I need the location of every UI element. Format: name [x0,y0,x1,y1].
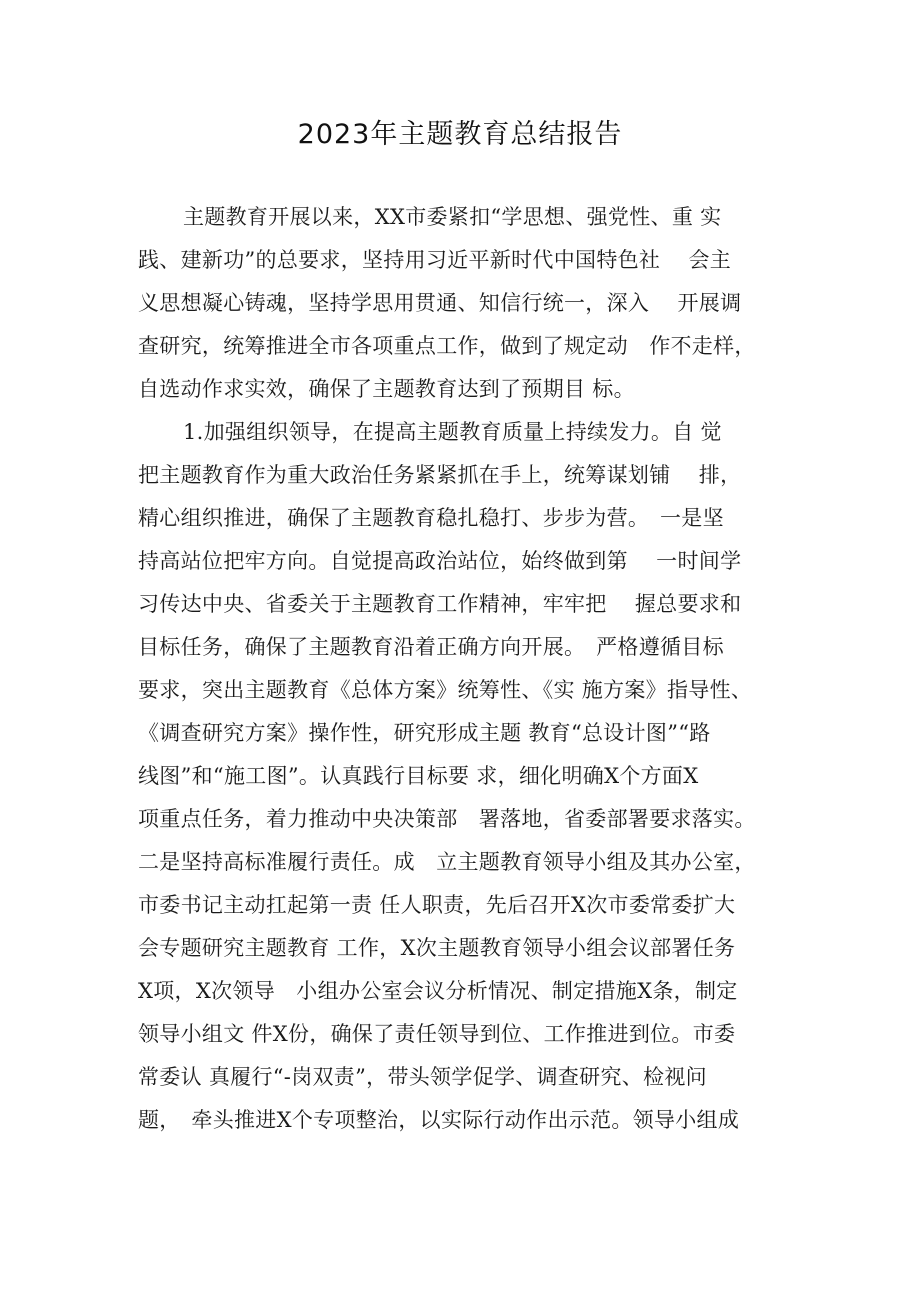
paragraph-line: X项，X次领导 小组办公室会议分析情况、制定措施X条，制定 [138,979,738,1003]
paragraph-line: 领导小组文 件X份，确保了责任领导到位、工作推进到位。市委 [138,1022,736,1046]
paragraph-line: 自选动作求实效，确保了主题教育达到了预期目 标。 [138,377,635,401]
paragraph-line: 主题教育开展以来，XX市委紧扣“学思想、强党性、重 实 [183,205,722,229]
paragraph-line: 线图”和“施工图”。认真践行目标要 求，细化明确X个方面X [138,764,699,788]
paragraph-line: 项重点任务，着力推动中央决策部 署落地，省委部署要求落实。 [138,807,756,831]
paragraph-line: 查研究，统筹推进全市各项重点工作，做到了规定动 作不走样， [138,334,756,358]
paragraph-line: 义思想凝心铸魂，坚持学思用贯通、知信行统一，深入 开展调 [138,291,742,315]
paragraph-line: 《调查研究方案》操作性，研究形成主题 教育“总设计图”“路 [138,721,711,745]
paragraph-line: 市委书记主动扛起第一责 任人职责，先后召开X次市委常委扩大 [138,893,736,917]
paragraph-line: 持高站位把牢方向。自觉提高政治站位，始终做到第 一时间学 [138,549,742,573]
paragraph-line: 目标任务，确保了主题教育沿着正确方向开展。 严格遵循目标 [138,635,724,659]
document-title: 2023年主题教育总结报告 [297,119,623,150]
paragraph-line: 习传达中央、省委关于主题教育工作精神，牢牢把 握总要求和 [138,592,742,616]
document-body [138,196,798,1142]
paragraph-line: 把主题教育作为重大政治任务紧紧抓在手上，统筹谋划铺 排， [138,463,742,487]
paragraph-line: 1.加强组织领导，在提高主题教育质量上持续发力。自 觉 [183,420,722,444]
paragraph-line: 践、建新功”的总要求，坚持用习近平新时代中国特色社 会主 [138,248,732,272]
paragraph-line: 会专题研究主题教育 工作，X次主题教育领导小组会议部署任务 [138,936,736,960]
paragraph-line: 常委认 真履行“-岗双责”，带头领学促学、调查研究、检视问 [138,1065,707,1089]
paragraph-line: 精心组织推进，确保了主题教育稳扎稳打、步步为营。 一是坚 [138,506,724,530]
paragraph-line: 二是坚持高标准履行责任。成 立主题教育领导小组及其办公室， [138,850,756,874]
paragraph-line: 要求，突出主题教育《总体方案》统筹性、《实 施方案》指导性、 [138,678,753,702]
paragraph-line: 题， 牵头推进X个专项整治，以实际行动作出示范。领导小组成 [138,1108,740,1132]
